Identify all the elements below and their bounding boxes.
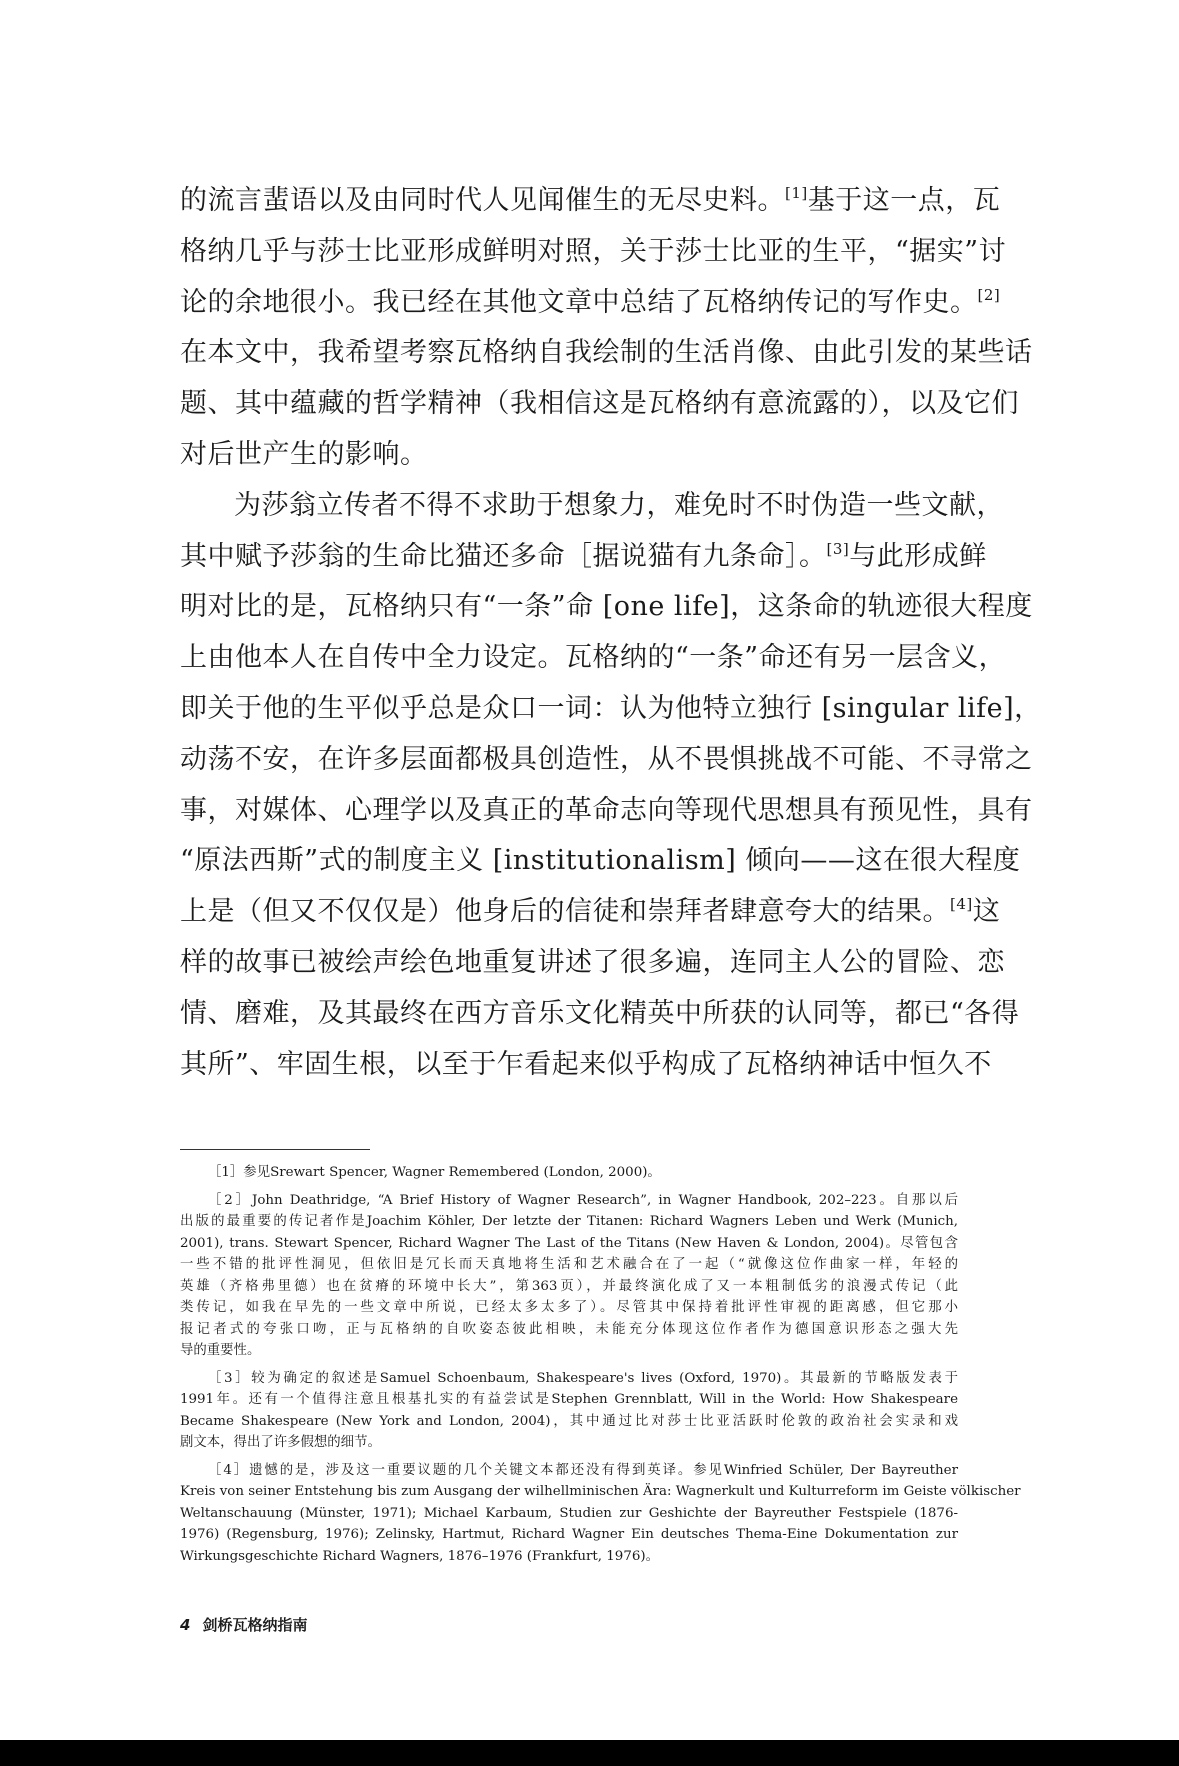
text-line: 动荡不安，在许多层面都极具创造性，从不畏惧挑战不可能、不寻常之 <box>180 743 1033 775</box>
text-line: 论的余地很小。我已经在其他文章中总结了瓦格纳传记的写作史。[2] <box>180 285 1001 318</box>
footnote-divider <box>180 1149 370 1150</box>
footnote-line: ［2］John Deathridge, “A Brief History of Wagner Research”, in Wagner Handbook, 202–223。自那以后 <box>208 1192 958 1208</box>
footnote-line: 英雄（齐格弗里德）也在贫瘠的环境中长大”，第363页），并最终演化成了又一本粗制低劣的浪漫式传记（此 <box>180 1278 958 1294</box>
page-footer <box>180 1614 307 1635</box>
main-text <box>180 176 1042 1090</box>
footnote-line: 1991年。还有一个值得注意且根基扎实的有益尝试是Stephen Grennblatt, Will in the World: How Shakespeare <box>180 1392 958 1407</box>
footnote-line: Weltanschauung (Münster, 1971); Michael Karbaum, Studien zur Geshichte der Bayreuther Festspiele (1876- <box>180 1505 958 1521</box>
page-number: 4 <box>180 1616 191 1634</box>
text-line: 题、其中蕴藏的哲学精神（我相信这是瓦格纳有意流露的），以及它们 <box>180 388 1019 420</box>
footnote-1 <box>180 1162 958 1184</box>
text-line: 情、磨难，及其最终在西方音乐文化精英中所获的认同等，都已“各得 <box>180 997 1020 1029</box>
footnote-ref-1[interactable]: [1] <box>785 184 808 202</box>
footnote-4 <box>180 1460 1021 1568</box>
footnote-line: ［1］参见Srewart Spencer, Wagner Remembered (London, 2000)。 <box>208 1165 661 1180</box>
text-line: 对后世产生的影响。 <box>180 438 428 470</box>
footnote-line: Wirkungsgeschichte Richard Wagners, 1876–1976 (Frankfurt, 1976)。 <box>180 1548 659 1564</box>
text-line: 样的故事已被绘声绘色地重复讲述了很多遍，连同主人公的冒险、恋 <box>180 946 1005 978</box>
footnote-ref-2[interactable]: [2] <box>977 285 1001 304</box>
footnote-line: ［4］遗憾的是，涉及这一重要议题的几个关键文本都还没有得到英译。参见Winfried Schüler, Der Bayreuther <box>208 1462 958 1478</box>
footnote-ref-4[interactable]: [4] <box>950 895 973 914</box>
text-line: 格纳几乎与莎士比亚形成鲜明对照，关于莎士比亚的生平，“据实”讨 <box>180 235 1007 267</box>
text-line: 的流言蜚语以及由同时代人见闻催生的无尽史料。[1]基于这一点，瓦 <box>180 184 1001 216</box>
footnote-line: Became Shakespeare (New York and London, 2004)，其中通过比对莎士比亚活跃时伦敦的政治社会实录和戏 <box>180 1413 958 1429</box>
text-line: 上由他本人在自传中全力设定。瓦格纳的“一条”命还有另一层含义， <box>180 642 1007 674</box>
text-line: 即关于他的生平似乎总是众口一词：认为他特立独行 [singular life]， <box>180 692 1042 724</box>
footnote-line: Kreis von seiner Entstehung bis zum Ausgang der wilhellminischen Ära: Wagnerkult und Kulturreform im Geiste völkischer <box>180 1484 1021 1499</box>
footnote-line: 1976) (Regensburg, 1976); Zelinsky, Hartmut, Richard Wagner Ein deutsches Thema-Eine Dokumentation zur <box>180 1527 958 1542</box>
bottom-bar <box>0 1740 1179 1766</box>
book-title: 剑桥瓦格纳指南 <box>202 1616 308 1634</box>
footnote-line: 导的重要性。 <box>180 1343 261 1358</box>
footnote-line: 2001), trans. Stewart Spencer, Richard Wagner The Last of the Titans (New Haven & London, 2004)。尽管包含 <box>180 1235 958 1251</box>
text-line: 上是（但又不仅仅是）他身后的信徒和崇拜者肆意夸大的结果。[4]这 <box>180 895 1001 928</box>
footnote-line: 类传记，如我在早先的一些文章中所说，已经太多太多了）。尽管其中保持着批评性审视的距离感，但它那小 <box>180 1300 958 1315</box>
footnote-line: 报记者式的夸张口吻，正与瓦格纳的自吹姿态彼此相映，未能充分体现这位作者作为德国意识形态之强大先 <box>180 1321 958 1337</box>
footnote-line: ［3］较为确定的叙述是Samuel Schoenbaum, Shakespeare's lives (Oxford, 1970)。其最新的节略版发表于 <box>208 1370 958 1386</box>
text-line: “原法西斯”式的制度主义 [institutionalism] 倾向——这在很大程度 <box>180 845 1021 877</box>
footnote-3 <box>180 1368 958 1454</box>
text-line: 其所”、牢固生根，以至于乍看起来似乎构成了瓦格纳神话中恒久不 <box>180 1048 992 1080</box>
text-line: 明对比的是，瓦格纳只有“一条”命 [one life]，这条命的轨迹很大程度 <box>180 591 1033 623</box>
footnote-line: 一些不错的批评性洞见，但依旧是冗长而天真地将生活和艺术融合在了一起（“就像这位作曲家一样，年轻的 <box>180 1257 958 1272</box>
text-line: 事，对媒体、心理学以及真正的革命志向等现代思想具有预见性，具有 <box>180 794 1033 826</box>
footnote-line: 剧文本，得出了许多假想的细节。 <box>180 1435 381 1450</box>
footnote-line: 出版的最重要的传记者作是Joachim Köhler, Der letzte der Titanen: Richard Wagners Leben und Werk (Munich, <box>180 1214 958 1229</box>
text-line: 为莎翁立传者不得不求助于想象力，难免时不时伪造一些文献， <box>234 489 1004 521</box>
footnote-2 <box>180 1190 958 1362</box>
text-line: 在本文中，我希望考察瓦格纳自我绘制的生活肖像、由此引发的某些话 <box>180 337 1033 369</box>
footnotes <box>180 1162 1021 1567</box>
text-line: 其中赋予莎翁的生命比猫还多命［据说猫有九条命］。[3]与此形成鲜 <box>180 539 987 572</box>
footnote-ref-3[interactable]: [3] <box>826 539 850 558</box>
